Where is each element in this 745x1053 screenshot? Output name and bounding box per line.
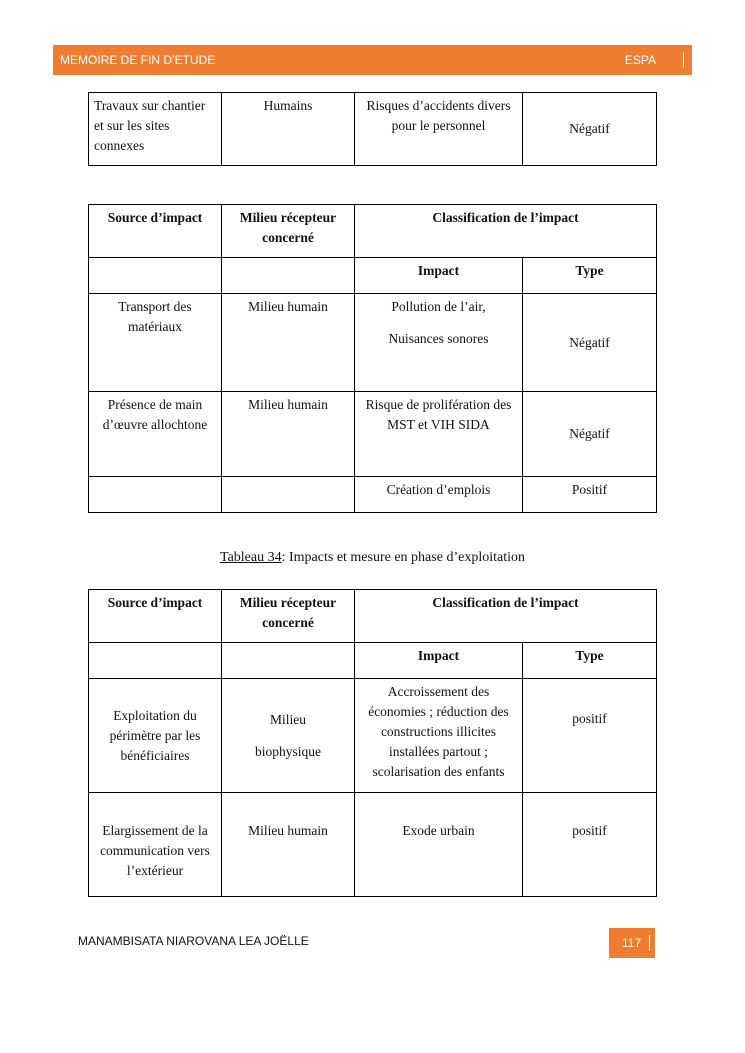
table-row	[89, 294, 657, 392]
cell-source: Travaux sur chantier et sur les sites connexes	[89, 93, 222, 166]
header-title: MEMOIRE DE FIN D’ETUDE	[60, 53, 216, 67]
header-type: Type	[523, 258, 657, 294]
cell-impact: Exode urbain	[355, 793, 523, 897]
table-row	[89, 679, 657, 793]
header-impact: Impact	[355, 643, 523, 679]
cell-milieu: Milieu humain	[222, 392, 355, 477]
spacer	[227, 730, 349, 742]
cell-milieu	[222, 679, 355, 793]
table-header-row	[89, 590, 657, 643]
impact-line: Nuisances sonores	[388, 331, 489, 346]
table-caption	[0, 550, 745, 566]
cell-impact: Risques d’accidents divers pour le personnel	[355, 93, 523, 166]
table-subheader-row	[89, 258, 657, 294]
page-number: 117	[622, 936, 642, 950]
cell-milieu: Milieu humain	[222, 294, 355, 392]
milieu-line: Milieu	[270, 711, 306, 727]
header-milieu: Milieu récepteur concerné	[222, 205, 355, 258]
cell-type: Négatif	[523, 294, 657, 392]
caption-text: : Impacts et mesure en phase d’exploitation	[281, 550, 525, 565]
empty-cell	[89, 643, 222, 679]
header-impact: Impact	[355, 258, 523, 294]
page-header	[53, 45, 692, 75]
table-row	[89, 477, 657, 513]
page-number-box	[609, 928, 655, 958]
cell-impact	[355, 294, 523, 392]
header-school: ESPA	[624, 53, 656, 67]
cell-source: Elargissement de la communication vers l’extérieur	[89, 793, 222, 897]
empty-cell	[222, 643, 355, 679]
cell-source: Transport des matériaux	[89, 294, 222, 392]
cell-type: Négatif	[523, 93, 657, 166]
header-source: Source d’impact	[89, 205, 222, 258]
cell-type: positif	[523, 793, 657, 897]
table-continuation	[88, 92, 657, 166]
table-row	[89, 392, 657, 477]
cell-type: positif	[523, 679, 657, 793]
cell-milieu: Milieu humain	[222, 793, 355, 897]
table-row	[89, 793, 657, 897]
cell-source	[89, 477, 222, 513]
caption-label: Tableau 34	[220, 550, 282, 565]
empty-cell	[89, 258, 222, 294]
footer-author: MANAMBISATA NIAROVANA LEA JOËLLE	[78, 934, 309, 948]
header-milieu: Milieu récepteur concerné	[222, 590, 355, 643]
page-number-separator	[649, 935, 650, 951]
header-classification: Classification de l’impact	[355, 205, 657, 258]
cell-impact: Risque de prolifération des MST et VIH SIDA	[355, 392, 523, 477]
impact-line: Pollution de l’air,	[391, 299, 486, 314]
milieu-line: biophysique	[255, 743, 321, 759]
cell-type: Positif	[523, 477, 657, 513]
table-header-row	[89, 205, 657, 258]
header-classification: Classification de l’impact	[355, 590, 657, 643]
header-separator	[683, 52, 684, 68]
cell-impact: Création d’emplois	[355, 477, 523, 513]
impact-table-construction	[88, 204, 657, 513]
spacer	[360, 317, 517, 329]
header-source: Source d’impact	[89, 590, 222, 643]
cell-milieu	[222, 477, 355, 513]
empty-cell	[222, 258, 355, 294]
cell-source: Exploitation du périmètre par les bénéficiaires	[89, 679, 222, 793]
impact-table-exploitation	[88, 589, 657, 897]
table-row	[89, 93, 657, 166]
cell-source: Présence de main d’œuvre allochtone	[89, 392, 222, 477]
table-subheader-row	[89, 643, 657, 679]
cell-impact: Accroissement des économies ; réduction des constructions illicites installées partout ; scolarisation des enfants	[355, 679, 523, 793]
cell-milieu: Humains	[222, 93, 355, 166]
cell-type: Négatif	[523, 392, 657, 477]
header-type: Type	[523, 643, 657, 679]
